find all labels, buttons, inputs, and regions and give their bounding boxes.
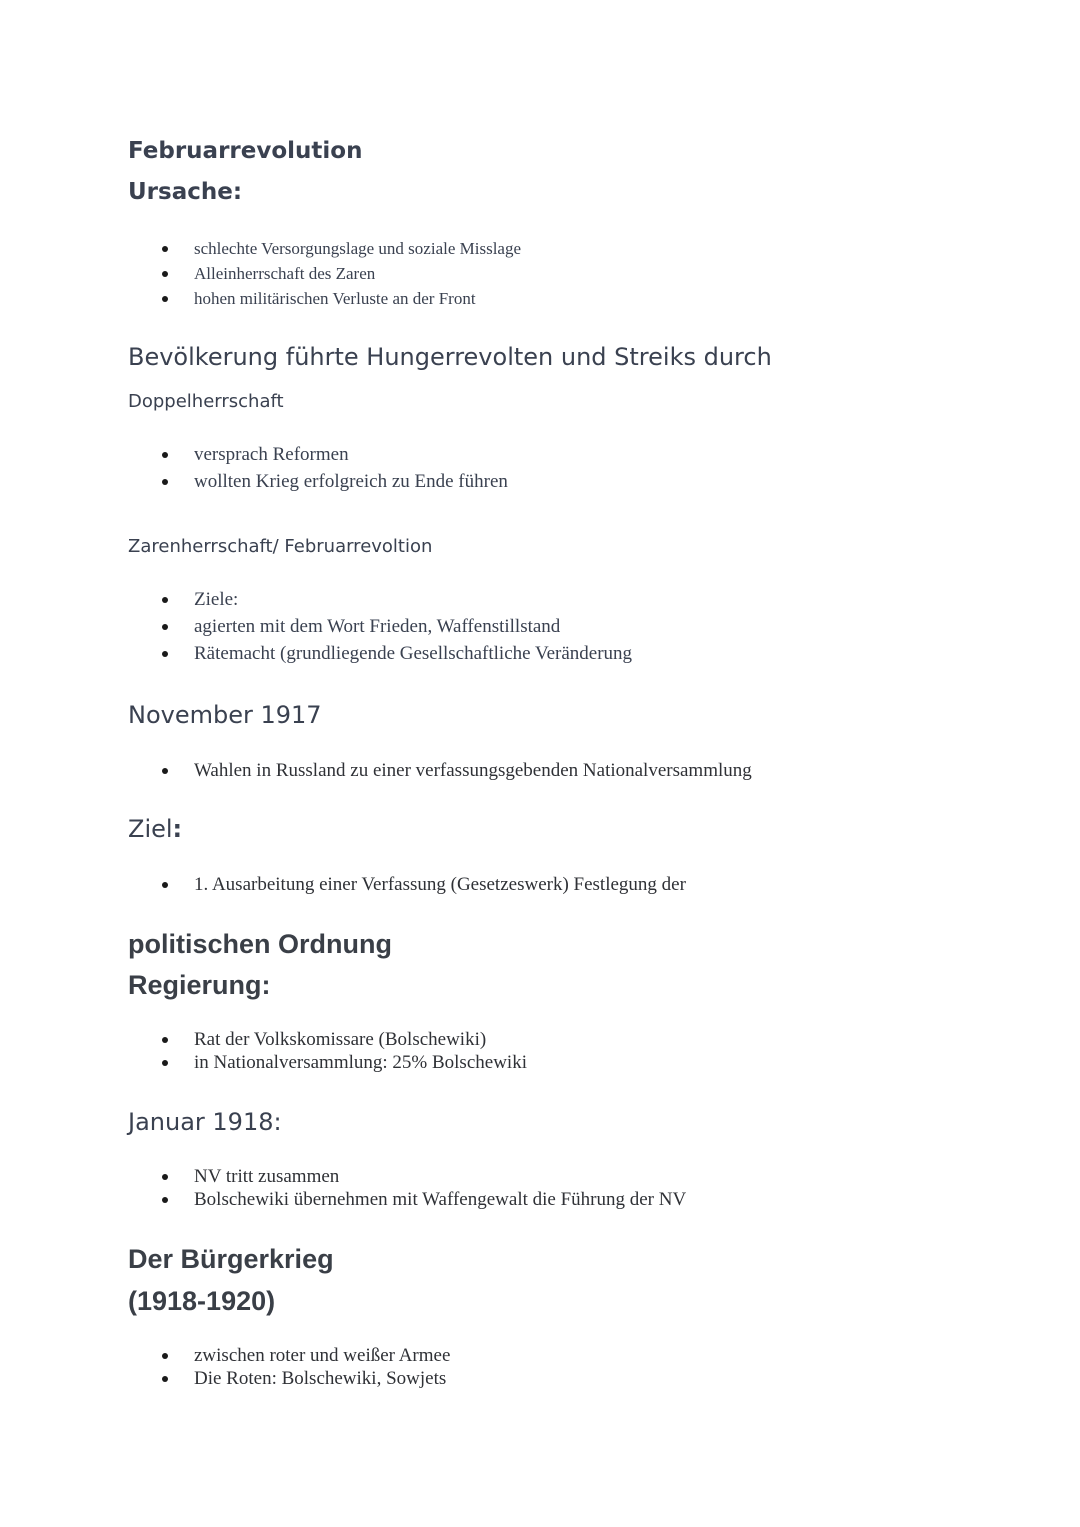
list-item: Wahlen in Russland zu einer verfassungsgebenden Nationalversammlung [128,759,752,782]
list-item: zwischen roter und weißer Armee [128,1344,450,1367]
heading-zarenherrschaft: Zarenherrschaft/ Februarrevoltion [128,536,433,557]
heading-regierung: Regierung: [128,970,271,1000]
list-item: versprach Reformen [128,441,508,468]
ziel-list [128,873,686,896]
doppelherrschaft-list [128,441,508,495]
heading-ziel-text: Ziel [128,815,173,843]
ursache-list [128,236,521,311]
buergerkrieg-list [128,1344,450,1390]
list-item: Ziele: [128,586,632,613]
heading-ziel [128,815,182,843]
list-item: NV tritt zusammen [128,1165,686,1188]
list-item: Rätemacht (grundliegende Gesellschaftliche Veränderung [128,640,632,667]
heading-november-1917: November 1917 [128,701,322,729]
list-item: Rat der Volkskomissare (Bolschewiki) [128,1028,527,1051]
list-item: in Nationalversammlung: 25% Bolschewiki [128,1051,527,1074]
list-item: wollten Krieg erfolgreich zu Ende führen [128,468,508,495]
heading-ursache: Ursache: [128,179,243,205]
heading-ziel-colon: : [172,815,183,843]
november-list [128,759,752,782]
heading-februarrevolution: Februarrevolution [128,138,363,164]
list-item: Bolschewiki übernehmen mit Waffengewalt die Führung der NV [128,1188,686,1211]
regierung-list [128,1028,527,1074]
list-item: hohen militärischen Verluste an der Front [128,286,521,311]
list-item: 1. Ausarbeitung einer Verfassung (Gesetzeswerk) Festlegung der [128,873,686,896]
heading-doppelherrschaft: Doppelherrschaft [128,391,284,412]
list-item: agierten mit dem Wort Frieden, Waffenstillstand [128,613,632,640]
list-item: Die Roten: Bolschewiki, Sowjets [128,1367,450,1390]
heading-buergerkrieg-years: (1918-1920) [128,1286,276,1316]
list-item: Alleinherrschaft des Zaren [128,261,521,286]
heading-bevoelkerung: Bevölkerung führte Hungerrevolten und Streiks durch [128,343,772,371]
zarenherrschaft-list [128,586,632,667]
heading-buergerkrieg: Der Bürgerkrieg [128,1244,334,1274]
list-item: schlechte Versorgungslage und soziale Misslage [128,236,521,261]
januar-list [128,1165,686,1211]
heading-politische-ordnung: politischen Ordnung [128,929,392,959]
heading-januar-1918: Januar 1918: [128,1108,282,1136]
